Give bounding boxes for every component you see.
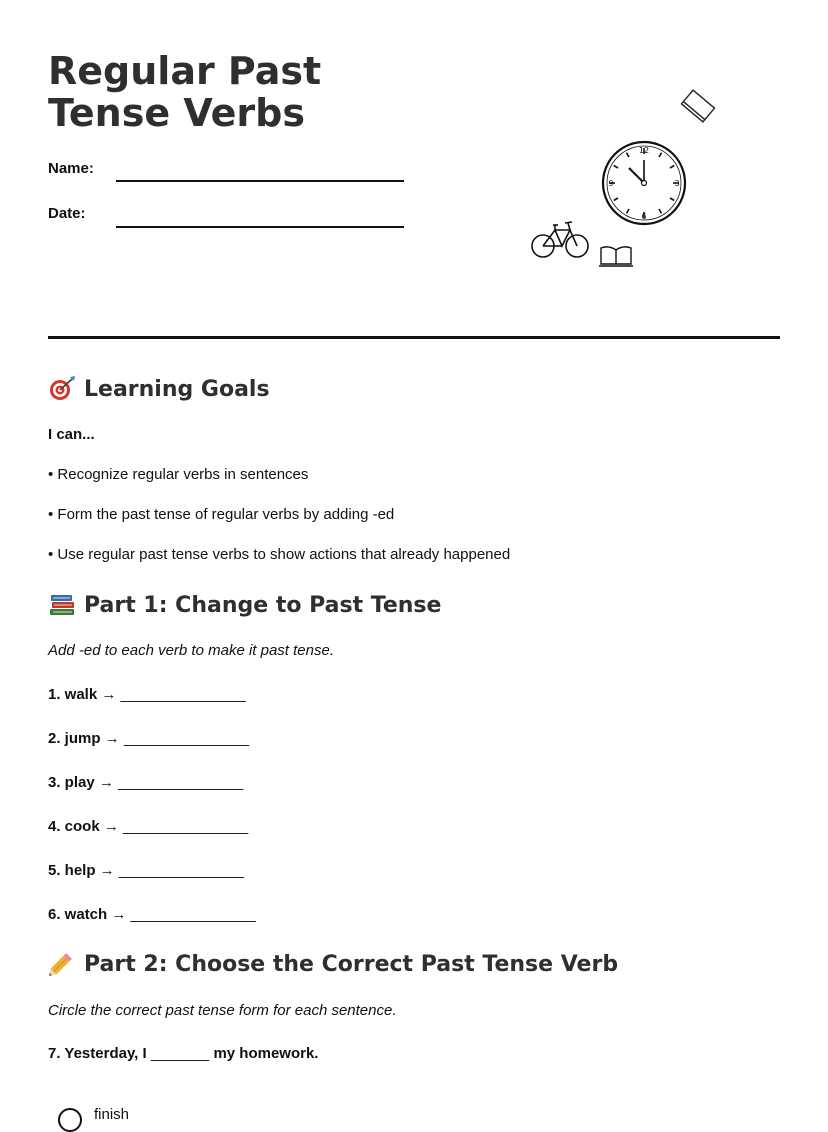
- answer-blank[interactable]: _______________: [120, 686, 246, 703]
- option-radio[interactable]: [58, 1108, 82, 1132]
- exercise-item: [48, 730, 249, 747]
- name-field[interactable]: [116, 180, 404, 182]
- part1-title: Part 1: Change to Past Tense: [84, 593, 442, 618]
- learning-goals-heading: [48, 375, 270, 402]
- goal-item: • Form the past tense of regular verbs by adding -ed: [48, 506, 395, 523]
- books-icon: [48, 591, 76, 617]
- page-title: Regular Past Tense Verbs: [48, 49, 322, 135]
- pencil-icon: [48, 950, 76, 976]
- name-label: Name:: [48, 160, 94, 177]
- answer-blank[interactable]: _______________: [130, 906, 256, 923]
- exercise-prompt: 1. walk →: [48, 686, 117, 703]
- tilted-book-icon: [681, 90, 714, 122]
- bicycle-icon: [532, 222, 588, 257]
- learning-goals-title: Learning Goals: [84, 377, 270, 402]
- svg-text:3: 3: [674, 179, 680, 188]
- answer-blank[interactable]: _______________: [118, 862, 244, 879]
- exercise-prompt: 6. watch →: [48, 906, 127, 923]
- option-label[interactable]: finish: [94, 1106, 130, 1123]
- question-text: my homework.: [213, 1045, 319, 1062]
- answer-blank[interactable]: _______________: [123, 730, 249, 747]
- goals-intro: I can...: [48, 426, 95, 443]
- part2-title: Part 2: Choose the Correct Past Tense Verb: [84, 952, 619, 977]
- goal-item: • Use regular past tense verbs to show actions that already happened: [48, 546, 511, 563]
- open-book-icon: [599, 247, 633, 266]
- part2-heading: [48, 950, 618, 977]
- exercise-prompt: 4. cook →: [48, 818, 119, 835]
- part1-heading: [48, 591, 441, 618]
- exercise-prompt: 2. jump →: [48, 730, 120, 747]
- svg-text:9: 9: [608, 179, 614, 188]
- svg-text:6: 6: [641, 212, 647, 221]
- answer-blank: _______: [150, 1045, 210, 1062]
- exercise-item: [48, 774, 243, 791]
- answer-blank[interactable]: _______________: [118, 774, 244, 791]
- question-text: 7. Yesterday, I: [48, 1045, 147, 1062]
- target-icon: [48, 375, 76, 401]
- exercise-item: [48, 818, 248, 835]
- answer-blank[interactable]: _______________: [123, 818, 249, 835]
- exercise-prompt: 3. play →: [48, 774, 114, 791]
- question-7: [48, 1045, 318, 1062]
- goal-item: • Recognize regular verbs in sentences: [48, 466, 309, 483]
- date-field[interactable]: [116, 226, 404, 228]
- section-divider: [48, 336, 780, 339]
- exercise-prompt: 5. help →: [48, 862, 115, 879]
- header-illustration: [520, 80, 730, 280]
- date-label: Date:: [48, 205, 86, 222]
- part2-instruction: Circle the correct past tense form for each sentence.: [48, 1002, 397, 1019]
- exercise-item: [48, 686, 246, 703]
- exercise-item: [48, 862, 244, 879]
- exercise-item: [48, 906, 256, 923]
- part1-instruction: Add -ed to each verb to make it past tense.: [48, 642, 334, 659]
- svg-text:12: 12: [638, 146, 650, 155]
